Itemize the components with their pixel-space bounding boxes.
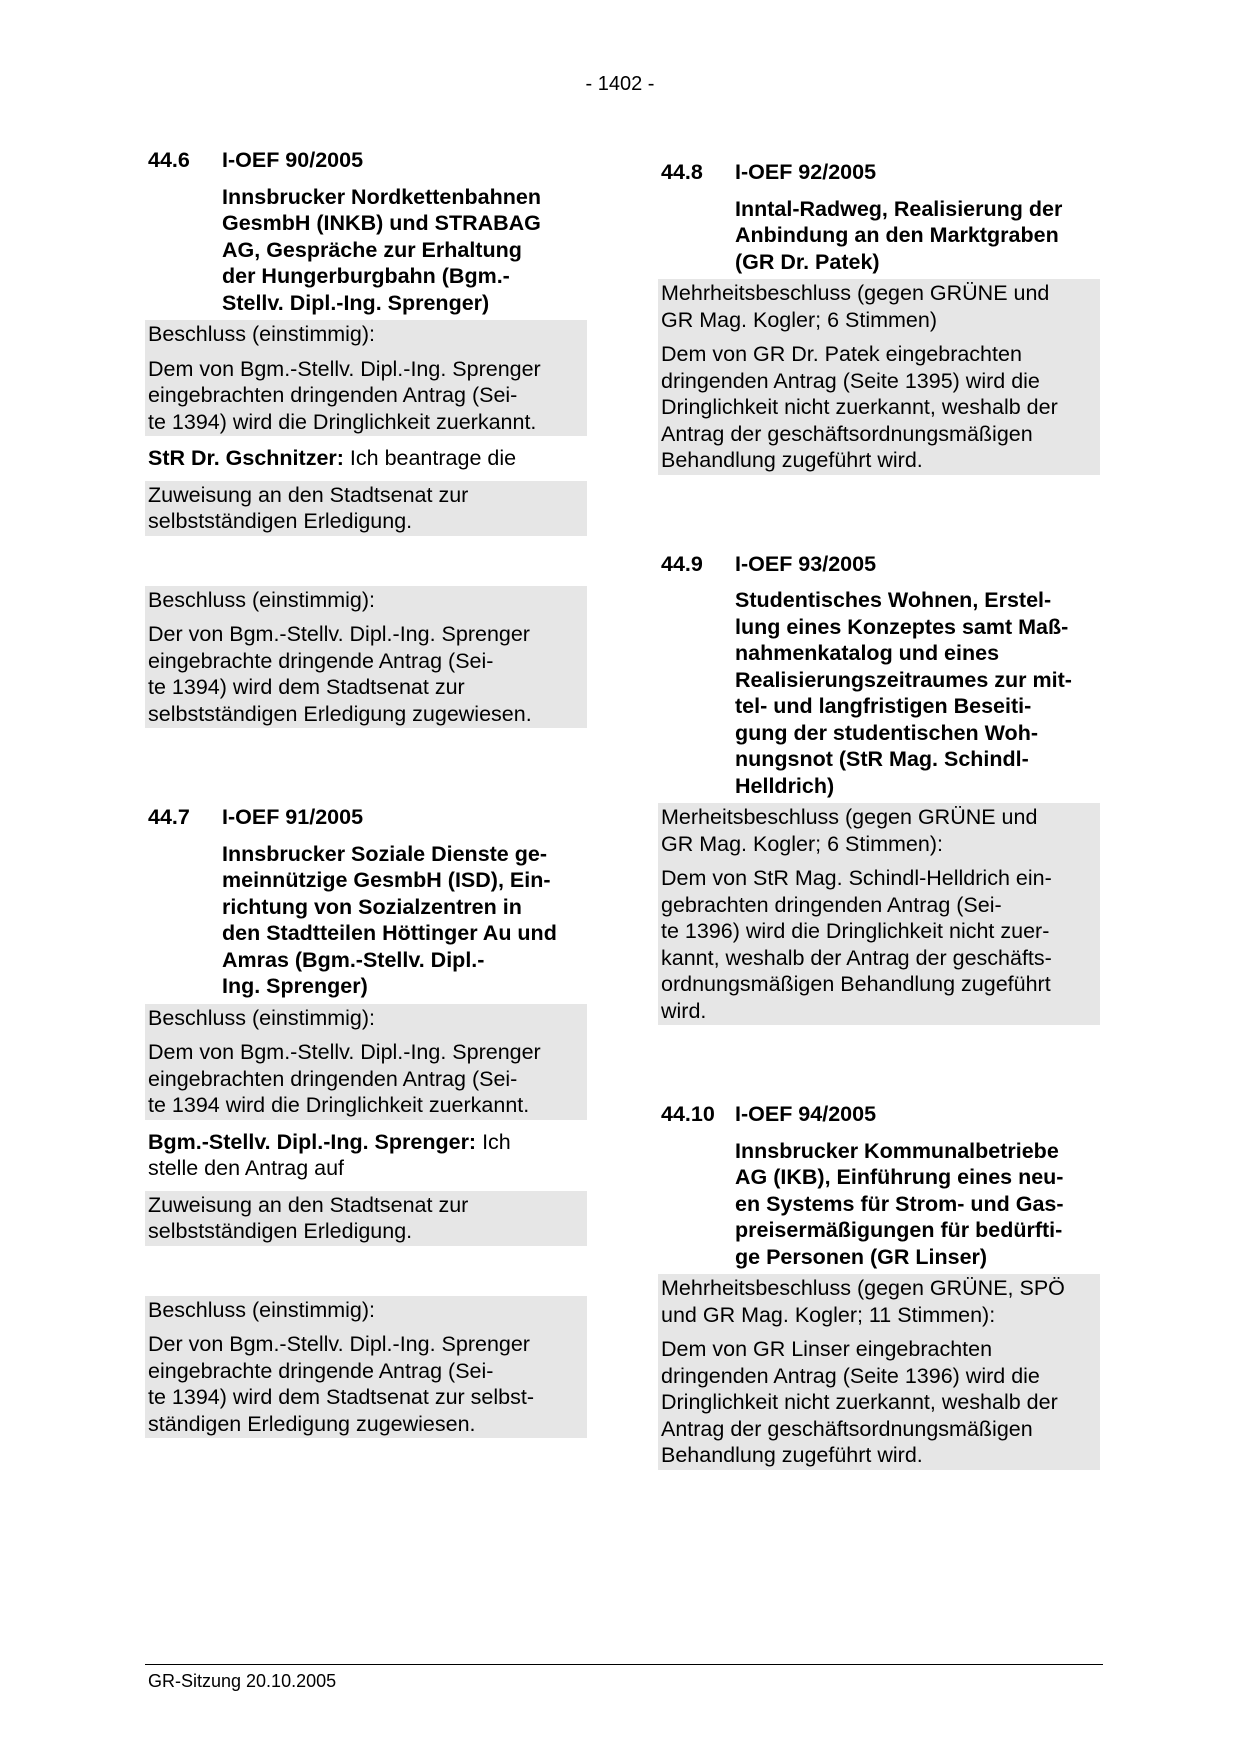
- title-line: en Systems für Strom- und Gas-: [735, 1191, 1064, 1216]
- text-line: ordnungsmäßigen Behandlung zugeführt: [661, 972, 1051, 996]
- motion-text: [145, 1191, 587, 1246]
- decision-text: [145, 349, 587, 437]
- item-number: 44.7: [148, 805, 190, 829]
- title-line: Amras (Bgm.-Stellv. Dipl.-: [222, 947, 485, 972]
- right-column: [658, 159, 1100, 1470]
- text-line: te 1394) wird dem Stadtsenat zur: [148, 675, 465, 699]
- item-heading-44-7: [148, 804, 587, 831]
- item-heading-44-8: [661, 159, 1100, 186]
- decision-label: Beschluss (einstimmig):: [145, 320, 587, 349]
- title-line: den Stadtteilen Höttinger Au und: [222, 921, 557, 945]
- decision-text: [145, 1324, 587, 1438]
- item-title-44-7: [222, 841, 587, 1000]
- title-line: gung der studentischen Woh-: [735, 720, 1038, 745]
- text-line: dringenden Antrag (Seite 1395) wird die: [661, 368, 1040, 393]
- text-line: eingebrachte dringende Antrag (Sei-: [148, 648, 494, 673]
- item-number: 44.8: [661, 160, 703, 184]
- title-line: Stellv. Dipl.-Ing. Sprenger): [222, 290, 490, 315]
- title-line: Studentisches Wohnen, Erstel-: [735, 588, 1052, 612]
- decision-label: Beschluss (einstimmig):: [145, 586, 587, 615]
- title-line: Innsbrucker Nordkettenbahnen: [222, 184, 541, 209]
- text-line: Dringlichkeit nicht zuerkannt, weshalb der: [661, 1390, 1058, 1414]
- item-code: I-OEF 91/2005: [222, 805, 364, 829]
- item-title-44-10: [735, 1138, 1100, 1271]
- text-line: und GR Mag. Kogler; 11 Stimmen):: [661, 1302, 996, 1327]
- text-line: Mehrheitsbeschluss (gegen GRÜNE, SPÖ: [661, 1276, 1065, 1300]
- title-line: GesmbH (INKB) und STRABAG: [222, 211, 541, 235]
- text-line: kannt, weshalb der Antrag der geschäfts-: [661, 945, 1052, 970]
- text-line: Dem von StR Mag. Schindl-Helldrich ein-: [661, 866, 1052, 890]
- item-title-44-8: [735, 196, 1100, 276]
- speaker-statement: [145, 444, 587, 473]
- title-line: tel- und langfristigen Beseiti-: [735, 694, 1032, 718]
- item-heading-44-9: [661, 551, 1100, 578]
- title-line: Innsbrucker Soziale Dienste ge-: [222, 841, 547, 866]
- title-line: Anbindung an den Marktgraben: [735, 223, 1059, 247]
- footer-divider: [145, 1664, 1103, 1665]
- text-line: Dem von Bgm.-Stellv. Dipl.-Ing. Sprenger: [148, 356, 541, 381]
- item-title-44-6: [222, 184, 587, 317]
- item-number: 44.10: [661, 1102, 715, 1126]
- speech-text: stelle den Antrag auf: [148, 1156, 345, 1180]
- text-line: GR Mag. Kogler; 6 Stimmen):: [661, 831, 943, 856]
- text-line: te 1394 wird die Dringlichkeit zuerkannt.: [148, 1093, 530, 1117]
- text-line: Der von Bgm.-Stellv. Dipl.-Ing. Sprenger: [148, 1332, 530, 1356]
- decision-label: Beschluss (einstimmig):: [145, 1296, 587, 1325]
- motion-text: [145, 481, 587, 536]
- item-number: 44.9: [661, 551, 703, 576]
- text-line: eingebrachte dringende Antrag (Sei-: [148, 1358, 494, 1383]
- text-line: Antrag der geschäftsordnungsmäßigen: [661, 421, 1033, 446]
- speech-text: Ich beantrage die: [343, 446, 517, 470]
- text-line: selbstständigen Erledigung.: [148, 509, 413, 533]
- footer-session-date: GR-Sitzung 20.10.2005: [148, 1671, 337, 1691]
- decision-label: Beschluss (einstimmig):: [145, 1004, 587, 1033]
- text-line: Behandlung zugeführt wird.: [661, 1443, 923, 1467]
- title-line: nungsnot (StR Mag. Schindl-: [735, 747, 1029, 771]
- title-line: Inntal-Radweg, Realisierung der: [735, 196, 1063, 221]
- text-line: Mehrheitsbeschluss (gegen GRÜNE und: [661, 281, 1050, 305]
- title-line: Innsbrucker Kommunalbetriebe: [735, 1138, 1059, 1163]
- speech-text: Ich: [476, 1129, 511, 1154]
- text-line: Dem von Bgm.-Stellv. Dipl.-Ing. Sprenger: [148, 1040, 541, 1064]
- text-line: wird.: [661, 998, 707, 1023]
- item-code: I-OEF 92/2005: [735, 160, 877, 184]
- left-column: [145, 147, 587, 1438]
- text-line: Der von Bgm.-Stellv. Dipl.-Ing. Sprenger: [148, 622, 530, 646]
- text-line: te 1396) wird die Dringlichkeit nicht zuer-: [661, 919, 1050, 943]
- text-line: GR Mag. Kogler; 6 Stimmen): [661, 307, 938, 332]
- text-line: dringenden Antrag (Seite 1396) wird die: [661, 1363, 1040, 1388]
- title-line: AG, Gespräche zur Erhaltung: [222, 237, 522, 262]
- text-line: Dringlichkeit nicht zuerkannt, weshalb der: [661, 395, 1058, 419]
- speaker-name: Bgm.-Stellv. Dipl.-Ing. Sprenger:: [148, 1129, 477, 1154]
- decision-text: [658, 1329, 1100, 1470]
- title-line: (GR Dr. Patek): [735, 249, 880, 274]
- text-line: selbstständigen Erledigung.: [148, 1219, 413, 1243]
- text-line: Antrag der geschäftsordnungsmäßigen: [661, 1416, 1033, 1441]
- decision-text: [658, 858, 1100, 1025]
- text-line: te 1394) wird dem Stadtsenat zur selbst-: [148, 1385, 534, 1409]
- text-line: te 1394) wird die Dringlichkeit zuerkannt.: [148, 409, 537, 434]
- title-line: Realisierungszeitraumes zur mit-: [735, 667, 1072, 692]
- speaker-statement: [145, 1128, 587, 1183]
- title-line: meinnützige GesmbH (ISD), Ein-: [222, 868, 551, 892]
- decision-label: [658, 279, 1100, 334]
- item-number: 44.6: [148, 148, 190, 172]
- title-line: der Hungerburgbahn (Bgm.-: [222, 264, 510, 288]
- title-line: richtung von Sozialzentren in: [222, 894, 522, 919]
- item-heading-44-10: [661, 1101, 1100, 1128]
- text-line: Behandlung zugeführt wird.: [661, 448, 923, 472]
- item-code: I-OEF 94/2005: [735, 1102, 877, 1126]
- speaker-name: StR Dr. Gschnitzer:: [148, 446, 344, 470]
- item-code: I-OEF 93/2005: [735, 551, 877, 576]
- item-title-44-9: [735, 587, 1100, 799]
- page-number: - 1402 -: [585, 73, 655, 95]
- text-line: Dem von GR Linser eingebrachten: [661, 1337, 993, 1361]
- text-line: eingebrachten dringenden Antrag (Sei-: [148, 1066, 518, 1091]
- title-line: preisermäßigungen für bedürfti-: [735, 1218, 1063, 1242]
- text-line: eingebrachten dringenden Antrag (Sei-: [148, 383, 518, 407]
- title-line: Ing. Sprenger): [222, 974, 368, 998]
- text-line: Dem von GR Dr. Patek eingebrachten: [661, 342, 1022, 366]
- title-line: lung eines Konzeptes samt Maß-: [735, 614, 1069, 639]
- title-line: ge Personen (GR Linser): [735, 1244, 988, 1269]
- text-line: gebrachten dringenden Antrag (Sei-: [661, 892, 1002, 917]
- text-line: Zuweisung an den Stadtsenat zur: [148, 482, 469, 507]
- decision-text: [658, 334, 1100, 475]
- decision-text: [145, 1032, 587, 1120]
- text-line: Merheitsbeschluss (gegen GRÜNE und: [661, 805, 1038, 829]
- text-line: selbstständigen Erledigung zugewiesen.: [148, 701, 532, 726]
- text-line: Zuweisung an den Stadtsenat zur: [148, 1192, 469, 1217]
- decision-label: [658, 803, 1100, 858]
- decision-label: [658, 1274, 1100, 1329]
- text-line: ständigen Erledigung zugewiesen.: [148, 1411, 476, 1436]
- title-line: Helldrich): [735, 773, 835, 798]
- title-line: nahmenkatalog und eines: [735, 641, 1000, 665]
- item-code: I-OEF 90/2005: [222, 148, 364, 172]
- item-heading-44-6: [148, 147, 587, 174]
- title-line: AG (IKB), Einführung eines neu-: [735, 1165, 1064, 1189]
- decision-text: [145, 614, 587, 728]
